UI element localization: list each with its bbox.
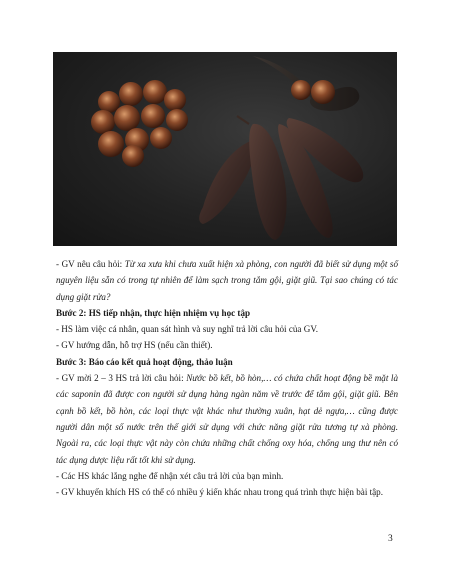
paragraph-listen: - Các HS khác lắng nghe để nhận xét câu trả lời của bạn mình. [56, 470, 284, 481]
page-number: 3 [388, 534, 393, 544]
soapberries-and-honey-locust-pods-photo [53, 52, 397, 246]
honey-locust-pods [199, 116, 363, 240]
step-3-heading: Bước 3: Báo cáo kết quả hoạt động, thảo luận [56, 356, 233, 367]
paragraph-question: - GV nêu câu hỏi: Từ xa xưa khi chưa xuất hiện xà phòng, con người đã biết sử dụng một số nguyên liệu sẵn có trong tự nhiên để làm sạch trong tắm gội, giặt giũ. Tại sao chúng có tác dụng giặt rửa? [56, 259, 399, 302]
paragraph-answer: - GV mời 2 – 3 HS trả lời câu hỏi: Nước bồ kết, bồ hòn,… có chứa chất hoạt động bề mặt là các saponin đã được con người sử dụng hàng ngàn năm về trước để tắm gội, giặt giũ. Bên cạnh bồ kết, bồ hòn, các loại thực vật khác như thường xuân, hạt dẻ ngựa,… cũng được người dân một số nước trên thế giới sử dụng với chức năng giặt rửa tương tự xà phòng. Ngoài ra, các loại thực vật này còn chứa những chất chống oxy hóa, chống ung thư nên có tác dụng dược liệu rất tốt khi sử dụng. [56, 373, 398, 465]
paragraph-encourage: - GV khuyến khích HS có thể có nhiều ý kiến khác nhau trong quá trình thực hiện bài tập. [56, 487, 384, 498]
paragraph-hs-work: - HS làm việc cá nhân, quan sát hình và suy nghĩ trả lời câu hỏi của GV. [56, 324, 318, 335]
paragraph-gv-support: - GV hướng dẫn, hỗ trợ HS (nếu cần thiết). [56, 340, 213, 351]
document-body [56, 256, 398, 500]
soapberry-cluster [91, 80, 188, 167]
step-2-heading: Bước 2: HS tiếp nhận, thực hiện nhiệm vụ học tập [56, 307, 251, 318]
